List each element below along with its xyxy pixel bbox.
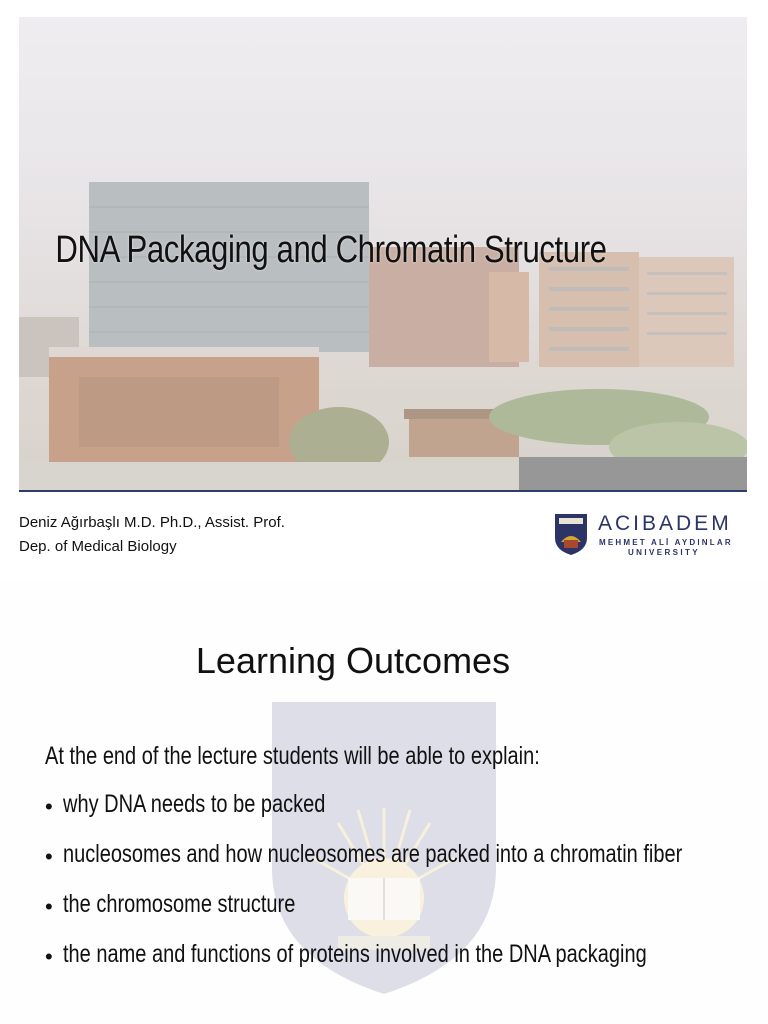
author-block bbox=[19, 511, 285, 559]
author-name: Deniz Ağırbaşlı M.D. Ph.D., Assist. Prof. bbox=[19, 514, 285, 531]
learning-outcomes-slide: Learning Outcomes At the end of the lecture students will be able to explain: • why DNA needs to be packed • nucleosomes and how nucleosomes are packed into a chromatin fiber • the chromosome structure • the name and functions of proteins involved in the DNA packaging bbox=[0, 580, 768, 1024]
university-logo bbox=[553, 512, 733, 560]
shield-icon bbox=[553, 512, 589, 556]
intro-text: At the end of the lecture students will be able to explain: bbox=[45, 742, 540, 770]
divider bbox=[19, 490, 747, 492]
slide-title: DNA Packaging and Chromatin Structure bbox=[55, 229, 607, 271]
campus-photo bbox=[19, 17, 747, 491]
bullet-icon: • bbox=[45, 894, 53, 919]
logo-subtitle: MEHMET ALİ AYDINLAR bbox=[599, 538, 733, 547]
bullet-icon: • bbox=[45, 844, 53, 869]
slide-heading: Learning Outcomes bbox=[195, 640, 511, 681]
bullet-icon: • bbox=[45, 944, 53, 969]
logo-subtitle-university: UNIVERSITY bbox=[628, 548, 701, 557]
bullet-icon: • bbox=[45, 794, 53, 819]
logo-wordmark: ACIBADEM bbox=[598, 512, 732, 535]
author-department: Dep. of Medical Biology bbox=[19, 538, 177, 555]
